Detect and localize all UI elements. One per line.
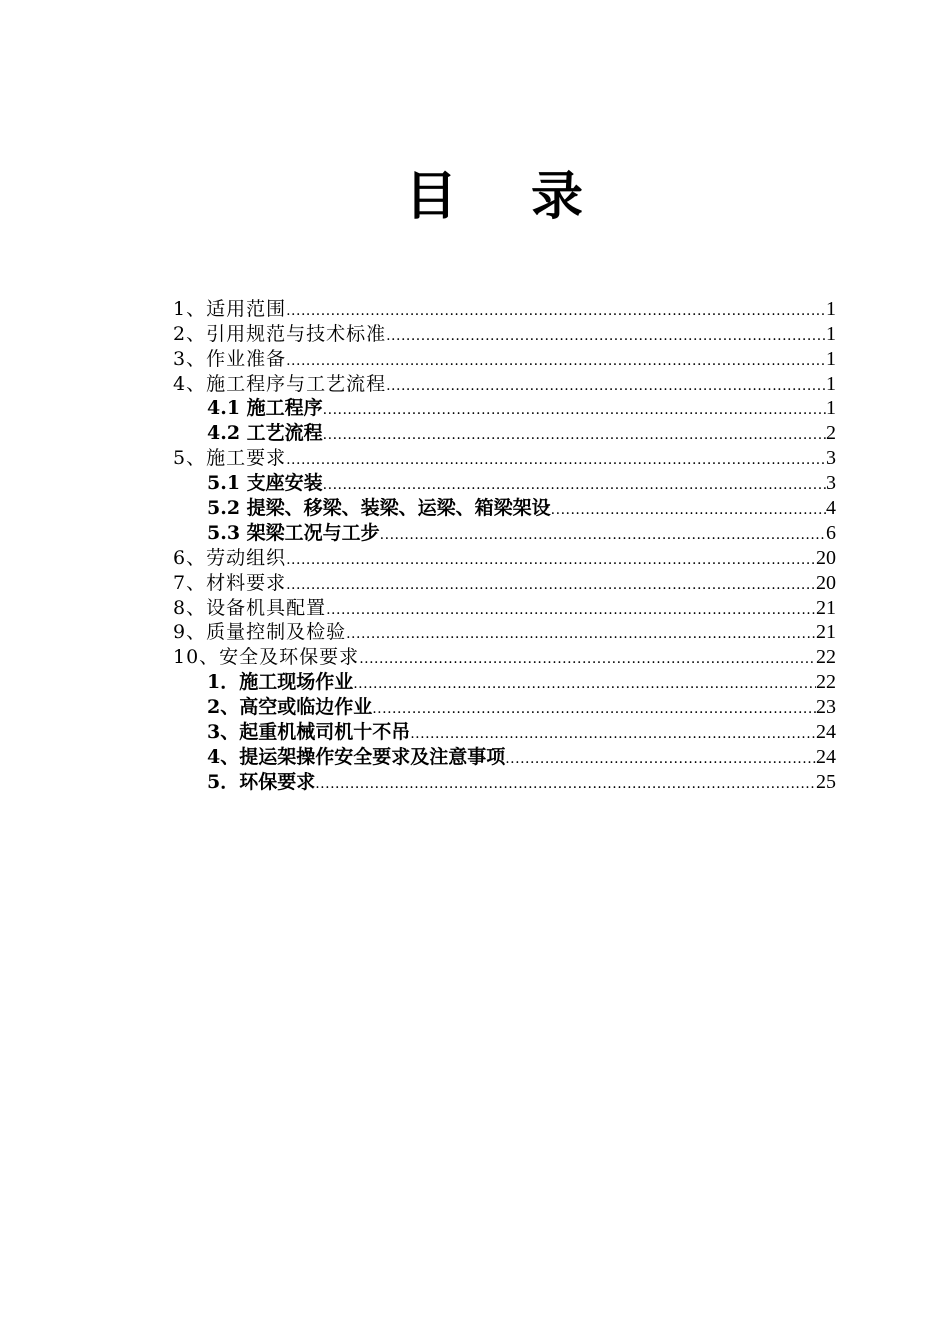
toc-entry[interactable]	[173, 445, 836, 470]
toc-dot-leader	[386, 326, 826, 346]
table-of-contents	[173, 296, 836, 794]
toc-entry-text: 5．环保要求	[207, 770, 316, 793]
page-title: 目 录	[404, 166, 612, 227]
toc-entry[interactable]	[173, 396, 836, 421]
toc-dot-leader	[286, 301, 826, 321]
toc-entry-text: 4.1 施工程序	[207, 397, 323, 420]
toc-page-number: 1	[826, 347, 836, 370]
toc-entry[interactable]	[173, 520, 836, 545]
toc-dot-leader	[323, 475, 826, 495]
toc-entry-text: 6、劳动组织	[173, 546, 287, 569]
toc-dot-leader	[286, 550, 816, 570]
toc-dot-leader	[286, 450, 826, 470]
toc-dot-leader	[386, 376, 826, 396]
toc-entry-text: 5.3 架梁工况与工步	[207, 521, 380, 544]
toc-page-number: 23	[816, 696, 836, 719]
toc-entry-text: 3、作业准备	[173, 347, 287, 370]
toc-dot-leader	[410, 724, 816, 744]
toc-page-number: 3	[826, 472, 836, 495]
toc-dot-leader	[380, 525, 826, 545]
toc-entry-text: 10、安全及环保要求	[173, 646, 360, 669]
toc-entry[interactable]	[173, 371, 836, 396]
toc-page-number: 1	[826, 297, 836, 320]
toc-dot-leader	[372, 699, 816, 719]
toc-entry-text: 2、高空或临边作业	[207, 696, 373, 719]
toc-entry[interactable]	[173, 694, 836, 719]
toc-dot-leader	[323, 425, 826, 445]
toc-dot-leader	[551, 500, 826, 520]
toc-entry[interactable]	[173, 495, 836, 520]
toc-entry[interactable]	[173, 595, 836, 620]
toc-entry[interactable]	[173, 545, 836, 570]
toc-entry[interactable]	[173, 346, 836, 371]
toc-dot-leader	[323, 400, 826, 420]
toc-page-number: 1	[826, 397, 836, 420]
toc-entry[interactable]	[173, 744, 836, 769]
toc-entry[interactable]	[173, 296, 836, 321]
toc-entry[interactable]	[173, 470, 836, 495]
toc-entry-text: 1、适用范围	[173, 297, 287, 320]
toc-page-number: 21	[816, 621, 836, 644]
toc-page-number: 22	[816, 646, 836, 669]
toc-entry-text: 5、施工要求	[173, 447, 287, 470]
toc-entry-text: 1．施工现场作业	[207, 671, 354, 694]
toc-page-number: 24	[816, 745, 836, 768]
toc-entry-text: 4.2 工艺流程	[207, 422, 323, 445]
toc-entry-text: 5.1 支座安装	[207, 472, 323, 495]
toc-page-number: 4	[826, 497, 836, 520]
toc-page-number: 25	[816, 770, 836, 793]
toc-page-number: 6	[826, 521, 836, 544]
toc-dot-leader	[286, 575, 816, 595]
toc-page-number: 1	[826, 372, 836, 395]
toc-entry[interactable]	[173, 570, 836, 595]
toc-page-number: 24	[816, 721, 836, 744]
toc-entry-text: 2、引用规范与技术标准	[173, 322, 387, 345]
toc-entry-text: 7、材料要求	[173, 571, 287, 594]
toc-dot-leader	[359, 649, 816, 669]
toc-dot-leader	[326, 600, 816, 620]
toc-entry[interactable]	[173, 620, 836, 645]
toc-dot-leader	[346, 624, 816, 644]
toc-entry[interactable]	[173, 420, 836, 445]
toc-dot-leader	[353, 674, 816, 694]
toc-entry-text: 3、起重机械司机十不吊	[207, 721, 411, 744]
toc-entry[interactable]	[173, 321, 836, 346]
toc-dot-leader	[315, 774, 816, 794]
toc-entry-text: 4、提运架操作安全要求及注意事项	[207, 745, 506, 768]
toc-page-number: 20	[816, 546, 836, 569]
toc-page-number: 20	[816, 571, 836, 594]
toc-page-number: 22	[816, 671, 836, 694]
toc-entry[interactable]	[173, 669, 836, 694]
toc-entry-text: 4、施工程序与工艺流程	[173, 372, 387, 395]
toc-page-number: 21	[816, 596, 836, 619]
toc-entry-text: 9、质量控制及检验	[173, 621, 347, 644]
toc-page-number: 3	[826, 447, 836, 470]
toc-page-number: 1	[826, 322, 836, 345]
toc-page-number: 2	[826, 422, 836, 445]
toc-entry[interactable]	[173, 644, 836, 669]
toc-entry[interactable]	[173, 719, 836, 744]
toc-dot-leader	[286, 351, 826, 371]
toc-entry[interactable]	[173, 769, 836, 794]
toc-dot-leader	[505, 749, 816, 769]
toc-entry-text: 8、设备机具配置	[173, 596, 327, 619]
toc-entry-text: 5.2 提梁、移梁、装梁、运梁、箱梁架设	[207, 497, 551, 520]
